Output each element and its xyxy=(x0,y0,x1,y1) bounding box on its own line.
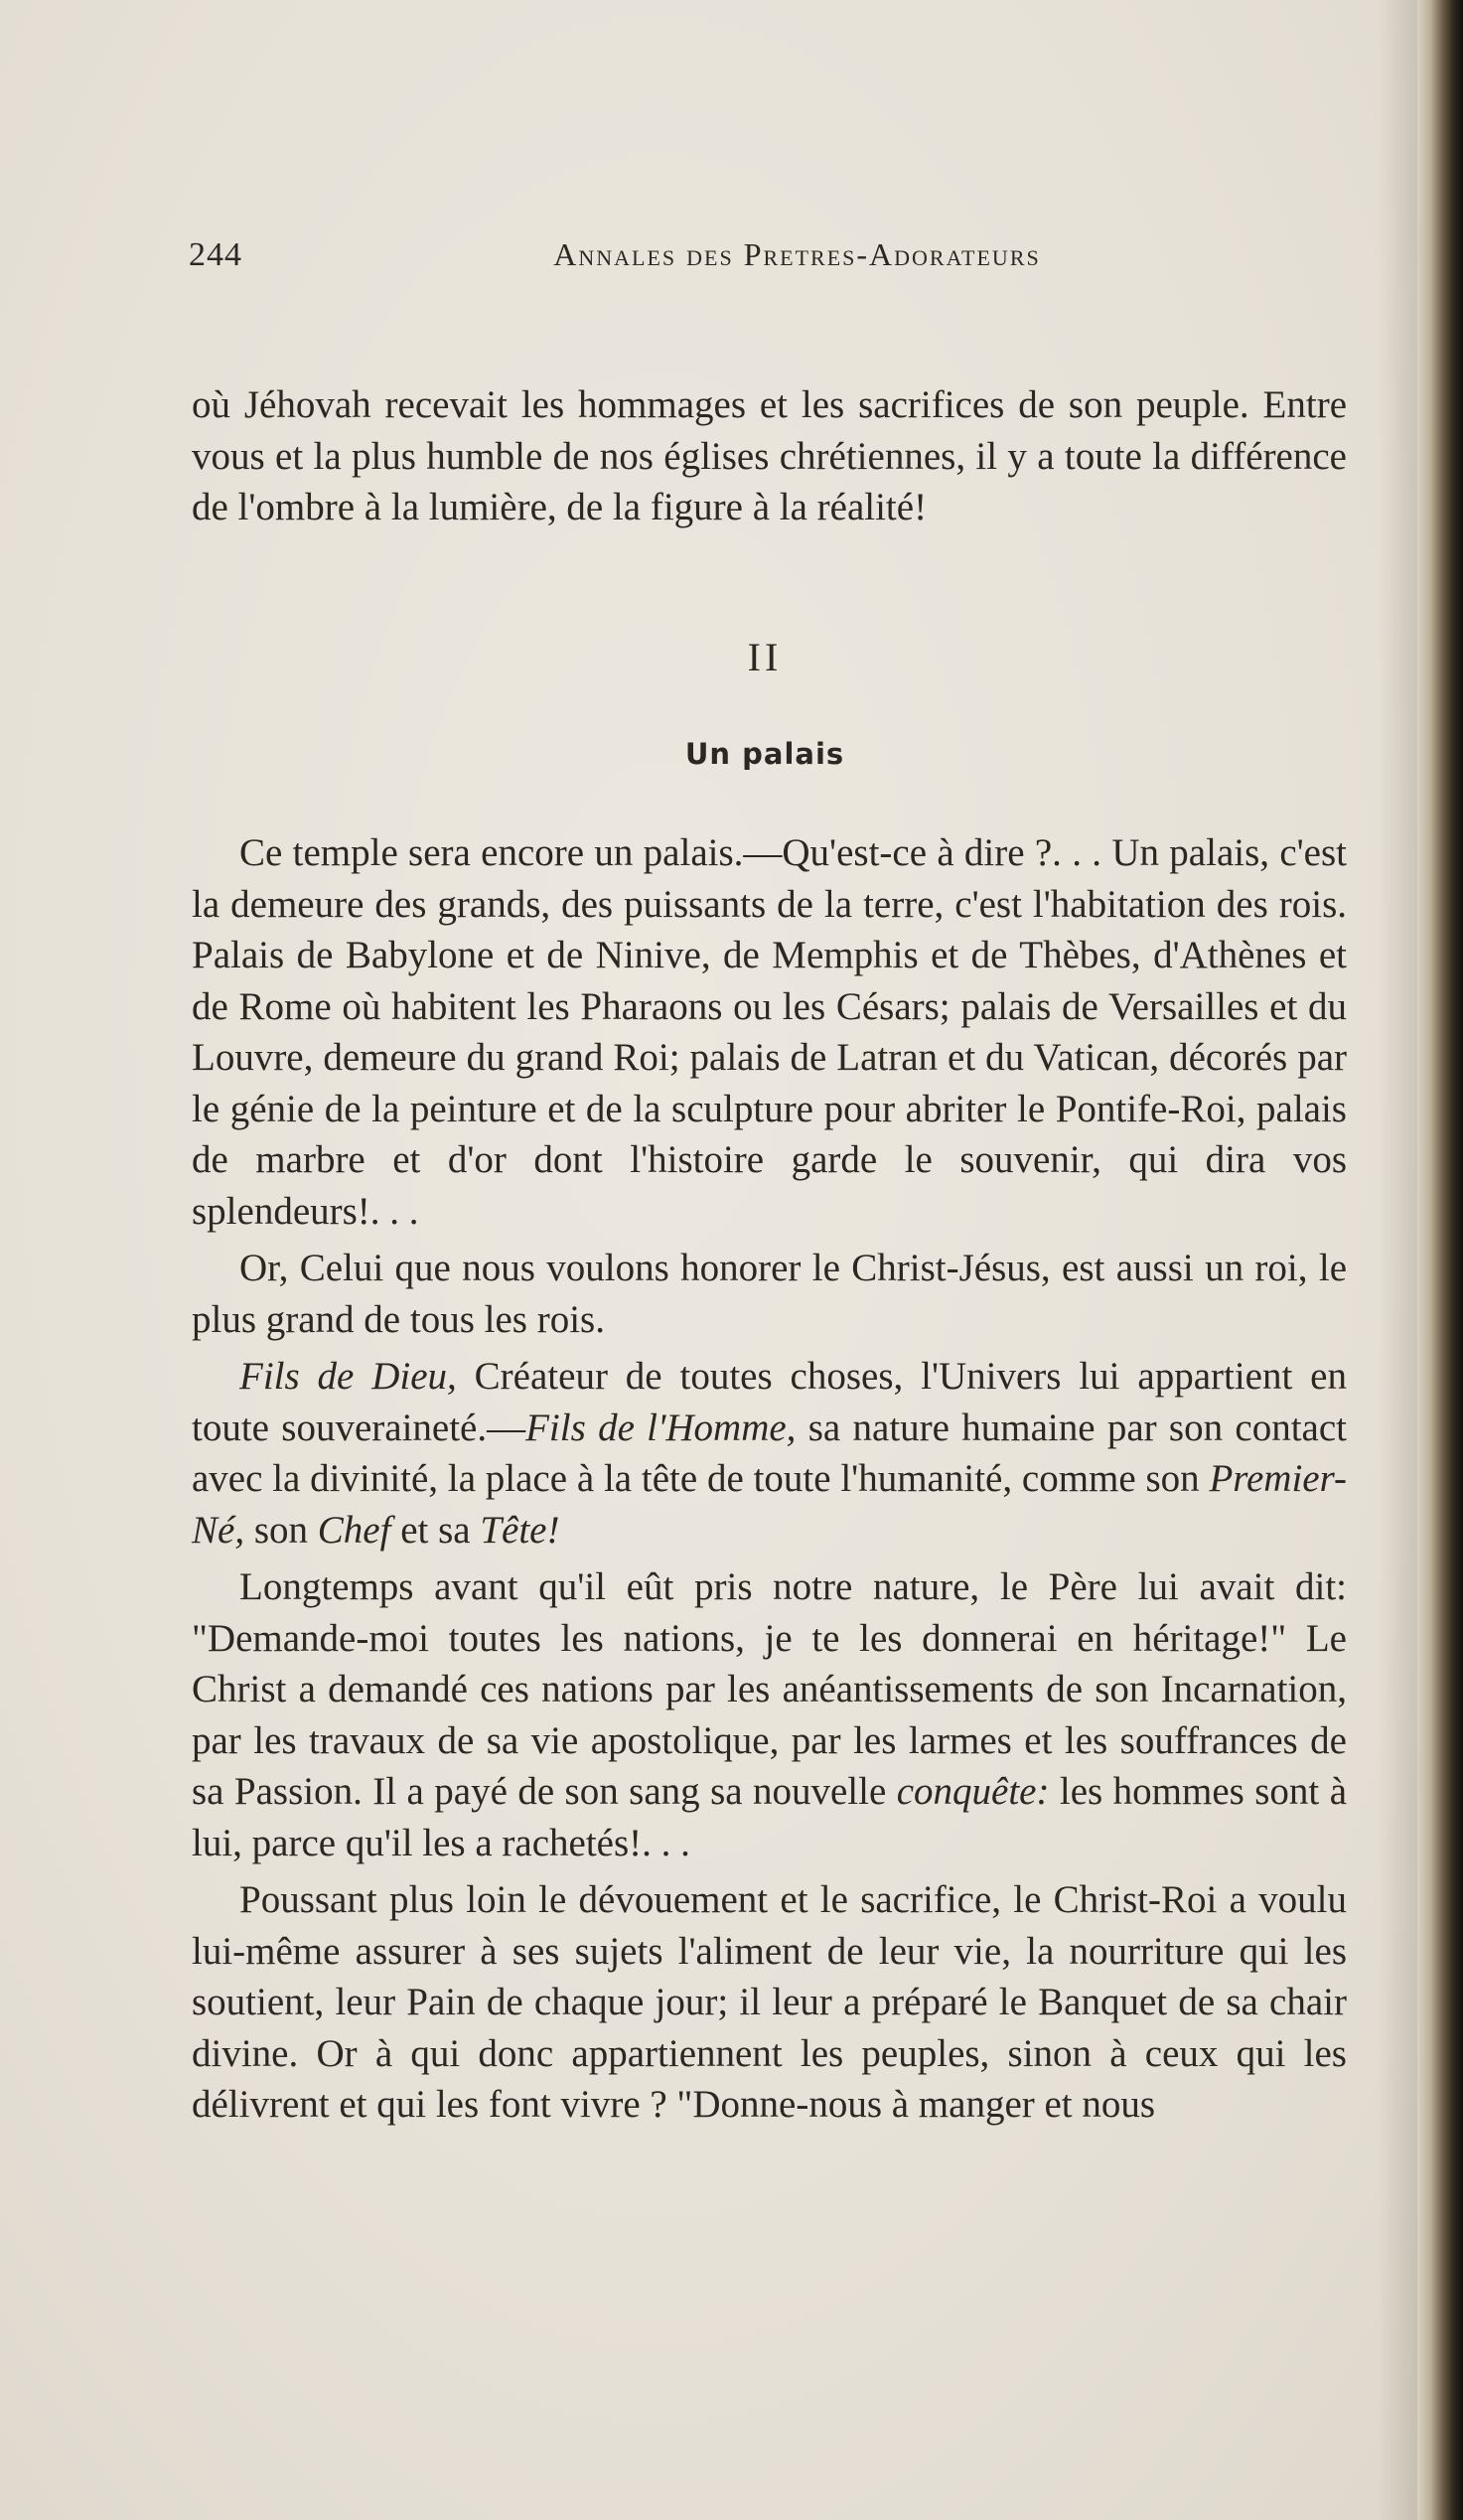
italic-phrase: Premier-Né, xyxy=(192,1457,1347,1552)
continued-paragraph xyxy=(192,379,1347,533)
text-run: Longtemps avant qu'il eût pris notre nature, le Père lui avait dit: "Demande-moi toutes les nations, je te les donnerai en héritage!" Le Christ a demandé ces nations par les anéantissements de son Incarnation, par les travaux de sa vie apostolique, par les larmes et les souffrances de sa Passion. Il a payé de son sang sa nouvelle xyxy=(192,1565,1347,1813)
italic-phrase: Fils de Dieu, xyxy=(239,1355,457,1398)
binding-shadow xyxy=(1378,0,1417,2520)
paragraph: Ce temple sera encore un palais.—Qu'est-ce à dire ?. . . Un palais, c'est la demeure des grands, des puissants de la terre, c'est l'habitation des rois. Palais de Babylone et de Ninive, de Memphis et de Thèbes, d'Athènes et de Rome où habitent les Pharaons ou les Césars; palais de Versailles et du Louvre, demeure du grand Roi; palais de Latran et du Vatican, décorés par le génie de la peinture et de la sculpture pour abriter le Pontife-Roi, palais de marbre et d'or dont l'histoire garde le souvenir, qui dira vos splendeurs!. . . xyxy=(192,831,1347,1233)
text-run: Créateur de toutes choses, l'Univers lui appartient en toute souveraineté.— xyxy=(192,1355,1347,1449)
italic-phrase: conquête: xyxy=(896,1770,1050,1813)
running-title: Annales des Pretres-Adorateurs xyxy=(553,236,1041,272)
italic-phrase: Chef xyxy=(317,1508,391,1552)
page-header xyxy=(189,236,1336,284)
text-run: et sa xyxy=(390,1508,481,1552)
text-run: sa nature humaine par son contact avec la divinité, la place à la tête de toute l'humanité, comme son xyxy=(192,1406,1347,1500)
section-body xyxy=(192,827,1347,2131)
text-run: son xyxy=(244,1508,318,1552)
paragraph: Poussant plus loin le dévouement et le sacrifice, le Christ-Roi a voulu lui-même assurer à ses sujets l'aliment de leur vie, la nourriture qui les soutient, leur Pain de chaque jour; il leur a préparé le Banquet de sa chair divine. Or à qui donc appartiennent les peuples, sinon à ceux qui les délivrent et qui les font vivre ? "Donne-nous à manger et nous xyxy=(192,1878,1347,2126)
paragraph xyxy=(192,1561,1347,1868)
text-run: les hommes sont à lui, parce qu'il les a rachetés!. . . xyxy=(192,1770,1347,1864)
italic-phrase: Tête! xyxy=(480,1508,560,1552)
italic-phrase: Fils de l'Homme, xyxy=(525,1406,797,1449)
section-title: Un palais xyxy=(684,737,845,771)
book-binding-edge xyxy=(1417,0,1463,2520)
paragraph: Or, Celui que nous voulons honorer le Christ-Jésus, est aussi un roi, le plus grand de tous les rois. xyxy=(192,1247,1347,1341)
page-number: 244 xyxy=(189,236,242,273)
section-numeral: II xyxy=(747,635,783,679)
paragraph xyxy=(192,1351,1347,1556)
paragraph: où Jéhovah recevait les hommages et les sacrifices de son peuple. Entre vous et la plus humble de nos églises chrétiennes, il y a toute la différence de l'ombre à la lumière, de la figure à la réalité! xyxy=(192,383,1347,528)
